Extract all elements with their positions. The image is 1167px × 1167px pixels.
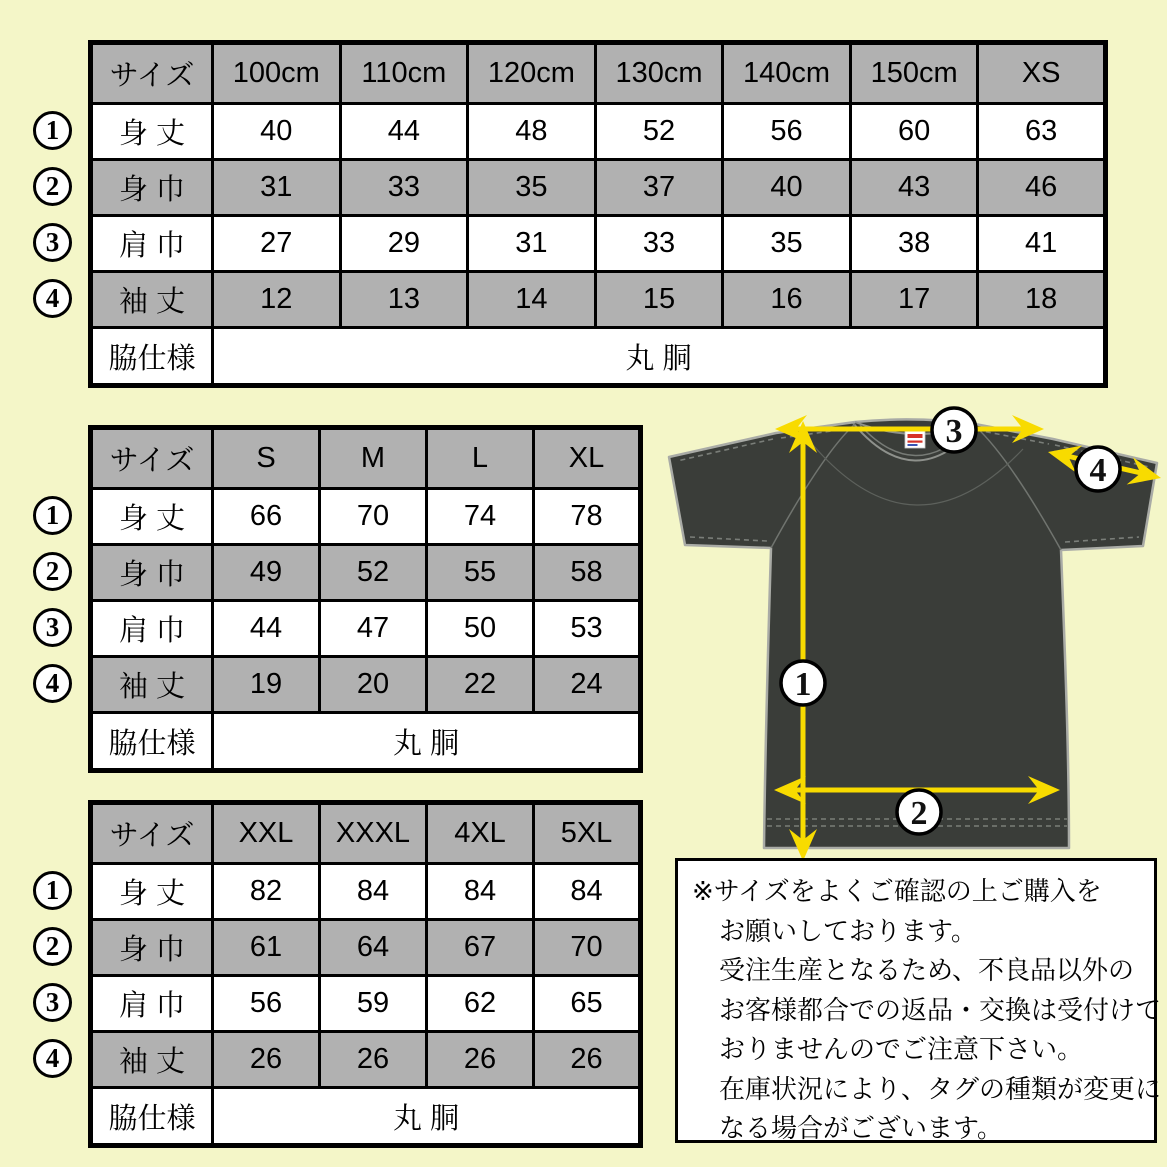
size-value: 82 (213, 864, 320, 920)
column-header: サイズ (91, 803, 213, 864)
size-value: 63 (978, 104, 1106, 160)
size-value: 55 (427, 545, 534, 601)
table-row (91, 489, 641, 545)
size-value: 37 (595, 160, 723, 216)
size-table-adult (88, 425, 643, 773)
row-label: 身 巾 (91, 920, 213, 976)
table-row (91, 920, 641, 976)
row-label: 身 丈 (91, 104, 213, 160)
size-value: 65 (534, 976, 641, 1032)
table-row (91, 104, 1106, 160)
row-label: 袖 丈 (91, 1032, 213, 1088)
column-header: XXL (213, 803, 320, 864)
size-value: 29 (340, 216, 468, 272)
size-value: 58 (534, 545, 641, 601)
table-row (91, 864, 641, 920)
marker-3-badge: 3 (33, 223, 72, 262)
row-label: 身 巾 (91, 545, 213, 601)
size-value: 35 (468, 160, 596, 216)
notice-line: 受注生産となるため、不良品以外の (719, 955, 1134, 985)
size-value: 27 (213, 216, 341, 272)
notice-line: お願いしております。 (719, 915, 977, 946)
size-value: 40 (723, 160, 851, 216)
table-header-row (91, 43, 1106, 104)
column-header: 140cm (723, 43, 851, 104)
size-value: 47 (320, 601, 427, 657)
size-value: 53 (534, 601, 641, 657)
size-value: 84 (427, 864, 534, 920)
size-value: 50 (427, 601, 534, 657)
tshirt-diagram (663, 393, 1163, 863)
marker-3-badge: 3 (33, 608, 72, 647)
size-value: 12 (213, 272, 341, 328)
size-value: 49 (213, 545, 320, 601)
svg-text:4: 4 (1089, 452, 1107, 489)
table-footer-row (91, 328, 1106, 386)
table-footer-row (91, 1088, 641, 1146)
marker-2-badge: 2 (33, 552, 72, 591)
column-header: 130cm (595, 43, 723, 104)
size-value: 44 (340, 104, 468, 160)
column-header: 5XL (534, 803, 641, 864)
marker-2-badge: 2 (33, 167, 72, 206)
size-value: 16 (723, 272, 851, 328)
size-table-big (88, 800, 643, 1148)
column-header: 100cm (213, 43, 341, 104)
side-spec-value: 丸 胴 (213, 328, 1106, 386)
table-row (91, 976, 641, 1032)
table-row (91, 545, 641, 601)
row-label: 脇仕様 (91, 1088, 213, 1146)
size-value: 33 (595, 216, 723, 272)
size-value: 26 (534, 1032, 641, 1088)
size-value: 31 (468, 216, 596, 272)
notice-box (675, 858, 1162, 1143)
size-value: 61 (213, 920, 320, 976)
size-value: 17 (850, 272, 978, 328)
size-value: 38 (850, 216, 978, 272)
row-label: 脇仕様 (91, 328, 213, 386)
size-table-kids (88, 40, 1108, 388)
neck-label (905, 431, 925, 448)
size-value: 67 (427, 920, 534, 976)
marker-4-badge: 4 (33, 279, 72, 318)
notice-line: ※サイズをよくご確認の上ご購入を (692, 876, 1102, 906)
size-value: 13 (340, 272, 468, 328)
row-label: 袖 丈 (91, 657, 213, 713)
notice-line: なる場合がございます。 (719, 1113, 1003, 1143)
size-value: 35 (723, 216, 851, 272)
size-value: 41 (978, 216, 1106, 272)
size-value: 22 (427, 657, 534, 713)
svg-text:2: 2 (910, 795, 928, 832)
table-row (91, 1032, 641, 1088)
column-header: 120cm (468, 43, 596, 104)
size-value: 33 (340, 160, 468, 216)
marker-3-badge: 3 (33, 983, 72, 1022)
size-value: 19 (213, 657, 320, 713)
side-spec-value: 丸 胴 (213, 1088, 641, 1146)
column-header: 150cm (850, 43, 978, 104)
table-row (91, 216, 1106, 272)
column-header: XS (978, 43, 1106, 104)
column-header: XXXL (320, 803, 427, 864)
column-header: 4XL (427, 803, 534, 864)
size-value: 62 (427, 976, 534, 1032)
size-value: 64 (320, 920, 427, 976)
diagram-marker-4 (1076, 447, 1120, 491)
column-header: L (427, 428, 534, 489)
size-value: 70 (534, 920, 641, 976)
size-value: 20 (320, 657, 427, 713)
table-header-row (91, 803, 641, 864)
column-header: サイズ (91, 428, 213, 489)
size-value: 48 (468, 104, 596, 160)
size-value: 14 (468, 272, 596, 328)
table-footer-row (91, 713, 641, 771)
row-label: 脇仕様 (91, 713, 213, 771)
diagram-marker-1 (781, 661, 825, 705)
row-label: 袖 丈 (91, 272, 213, 328)
side-spec-value: 丸 胴 (213, 713, 641, 771)
notice-line: おりませんのでご注意下さい。 (719, 1034, 1084, 1064)
row-label: 肩 巾 (91, 601, 213, 657)
marker-4-badge: 4 (33, 664, 72, 703)
size-value: 40 (213, 104, 341, 160)
size-value: 15 (595, 272, 723, 328)
svg-text:3: 3 (945, 413, 963, 450)
size-value: 26 (213, 1032, 320, 1088)
marker-4-badge: 4 (33, 1039, 72, 1078)
column-header: M (320, 428, 427, 489)
notice-line: 在庫状況により、タグの種類が変更に (719, 1073, 1162, 1104)
notice-line: お客様都合での返品・交換は受付けて (719, 994, 1162, 1025)
table-row (91, 601, 641, 657)
size-value: 84 (534, 864, 641, 920)
size-value: 52 (595, 104, 723, 160)
row-label: 肩 巾 (91, 976, 213, 1032)
size-value: 70 (320, 489, 427, 545)
size-value: 56 (723, 104, 851, 160)
size-value: 31 (213, 160, 341, 216)
size-value: 46 (978, 160, 1106, 216)
column-header: XL (534, 428, 641, 489)
marker-1-badge: 1 (33, 496, 72, 535)
row-label: 身 巾 (91, 160, 213, 216)
marker-1-badge: 1 (33, 111, 72, 150)
size-value: 43 (850, 160, 978, 216)
size-value: 59 (320, 976, 427, 1032)
column-header: S (213, 428, 320, 489)
marker-2-badge: 2 (33, 927, 72, 966)
table-row (91, 657, 641, 713)
row-label: 身 丈 (91, 489, 213, 545)
size-value: 44 (213, 601, 320, 657)
size-value: 24 (534, 657, 641, 713)
size-value: 18 (978, 272, 1106, 328)
size-value: 26 (320, 1032, 427, 1088)
svg-text:1: 1 (794, 666, 812, 703)
size-value: 74 (427, 489, 534, 545)
size-value: 66 (213, 489, 320, 545)
table-row (91, 160, 1106, 216)
size-value: 78 (534, 489, 641, 545)
size-value: 26 (427, 1032, 534, 1088)
size-value: 60 (850, 104, 978, 160)
size-value: 56 (213, 976, 320, 1032)
table-row (91, 272, 1106, 328)
column-header: サイズ (91, 43, 213, 104)
column-header: 110cm (340, 43, 468, 104)
size-value: 52 (320, 545, 427, 601)
diagram-marker-2 (897, 790, 941, 834)
size-value: 84 (320, 864, 427, 920)
row-label: 肩 巾 (91, 216, 213, 272)
row-label: 身 丈 (91, 864, 213, 920)
diagram-marker-3 (932, 408, 976, 452)
marker-1-badge: 1 (33, 871, 72, 910)
table-header-row (91, 428, 641, 489)
